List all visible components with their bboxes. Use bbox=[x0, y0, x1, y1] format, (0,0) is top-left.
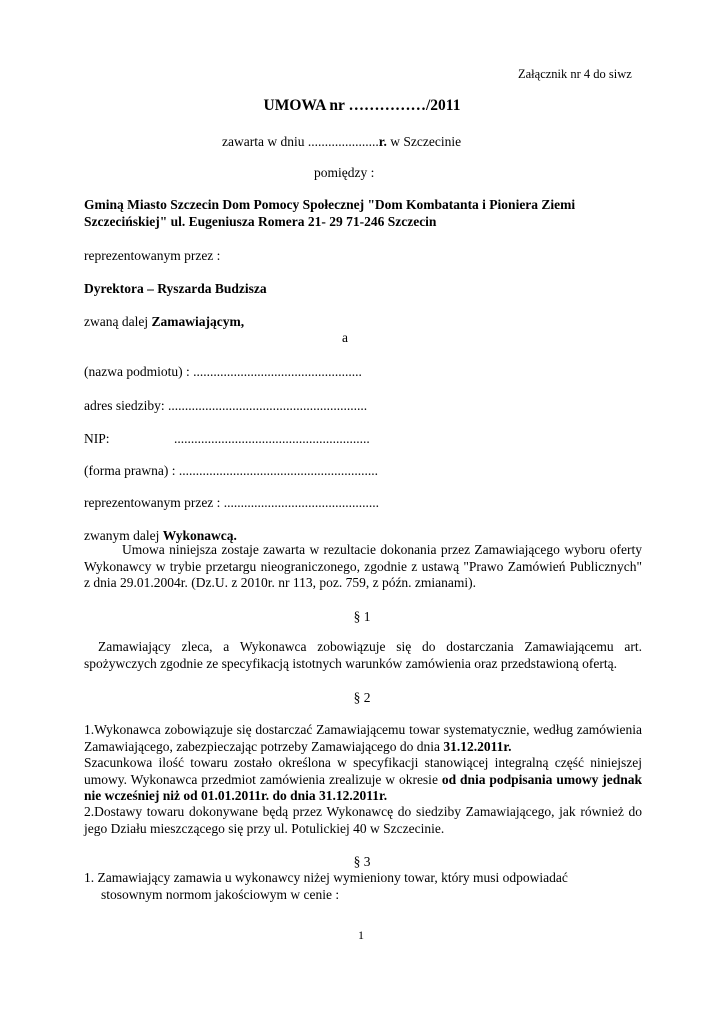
nip-label: NIP: bbox=[84, 431, 110, 446]
section3-item1-line1: 1. Zamawiający zamawia u wykonawcy niżej wymieniony towar, który musi odpowiadać bbox=[84, 870, 568, 885]
contract-title: UMOWA nr ……………/2011 bbox=[263, 97, 461, 114]
section1-text: Zamawiający zleca, a Wykonawca zobowiązuje się do dostarczania Zamawiającemu art. spożywczych zgodnie ze specyfikacją istotnych warunków zamówienia oraz przedstawioną ofertą. bbox=[84, 639, 642, 671]
party1-called-name: Zamawiającym, bbox=[151, 314, 245, 329]
section2-heading: § 2 bbox=[353, 690, 371, 705]
nip-field: .......................................................... bbox=[174, 431, 370, 446]
entity-name-field: (nazwa podmiotu) : .................................................. bbox=[84, 364, 362, 379]
party1-name-line1: Gminą Miasto Szczecin Dom Pomocy Społecznej "Dom Kombatanta i Pioniera Ziemi bbox=[84, 197, 576, 212]
party1-called-prefix: zwaną dalej bbox=[84, 314, 152, 329]
page-number: 1 bbox=[358, 928, 364, 942]
section2-p2-text: Szacunkowa ilość towaru zostało określona w specyfikacji stanowiącej integralną część niniejszej umowy. Wykonawca przedmiot zamówienia zrealizuje w okresie bbox=[84, 755, 642, 787]
section3-heading: § 3 bbox=[353, 854, 371, 869]
director-name: Dyrektora – Ryszarda Budzisza bbox=[84, 281, 267, 296]
party1-name-line2: Szczecińskiej" ul. Eugeniusza Romera 21- 29 71-246 Szczecin bbox=[84, 214, 437, 229]
party2-called-prefix: zwanym dalej bbox=[84, 528, 163, 543]
concluded-line bbox=[222, 133, 461, 150]
section2-paragraph1 bbox=[84, 722, 642, 755]
between-label: pomiędzy : bbox=[314, 165, 375, 180]
section2-p1-date: 31.12.2011r. bbox=[443, 738, 512, 754]
section1-heading: § 1 bbox=[353, 609, 371, 624]
party1-represented-by: reprezentowanym przez : bbox=[84, 248, 221, 263]
section2-paragraph3: 2.Dostawy towaru dokonywane będą przez Wykonawcę do siedziby Zamawiającego, jak również do jego Działu mieszczącego się przy ul. Potulickiej 40 w Szczecinie. bbox=[84, 804, 642, 836]
legal-form-field: (forma prawna) : ........................................................... bbox=[84, 463, 378, 478]
section2-paragraph2 bbox=[84, 755, 642, 805]
intro-paragraph: Umowa niniejsza zostaje zawarta w rezultacie dokonania przez Zamawiającego wyboru oferty Wykonawcy w trybie przetargu nieograniczonego, zgodnie z ustawą "Prawo Zamówień Publicznych" z dnia 29.01.2004r. (Dz.U. z 2010r. nr 113, poz. 759, z późn. zmianami). bbox=[84, 542, 642, 590]
section2-p2-period: od dnia podpisania umowy jednak nie wcześniej niż od 01.01.2011r. do dnia 31.12.2011r. bbox=[84, 771, 642, 803]
section3-item1-line2: stosownym normom jakościowym w cenie : bbox=[101, 887, 340, 902]
party1-called bbox=[84, 313, 244, 330]
party2-represented-field: reprezentowanym przez : .............................................. bbox=[84, 495, 380, 510]
attachment-note: Załącznik nr 4 do siwz bbox=[518, 67, 632, 81]
party2-called-name: Wykonawcą. bbox=[162, 528, 237, 543]
and-label: a bbox=[342, 330, 348, 345]
address-field: adres siedziby: ........................................................... bbox=[84, 398, 368, 413]
concluded-prefix: zawarta w dniu ..................... bbox=[222, 134, 379, 149]
concluded-place: w Szczecinie bbox=[386, 134, 462, 149]
concluded-r: r. bbox=[378, 134, 387, 149]
section2-p1-text: 1.Wykonawca zobowiązuje się dostarczać Zamawiającemu towar systematycznie, według zamówienia Zamawiającego, zabezpieczając potrzeby Zamawiającego do dnia bbox=[84, 722, 642, 754]
